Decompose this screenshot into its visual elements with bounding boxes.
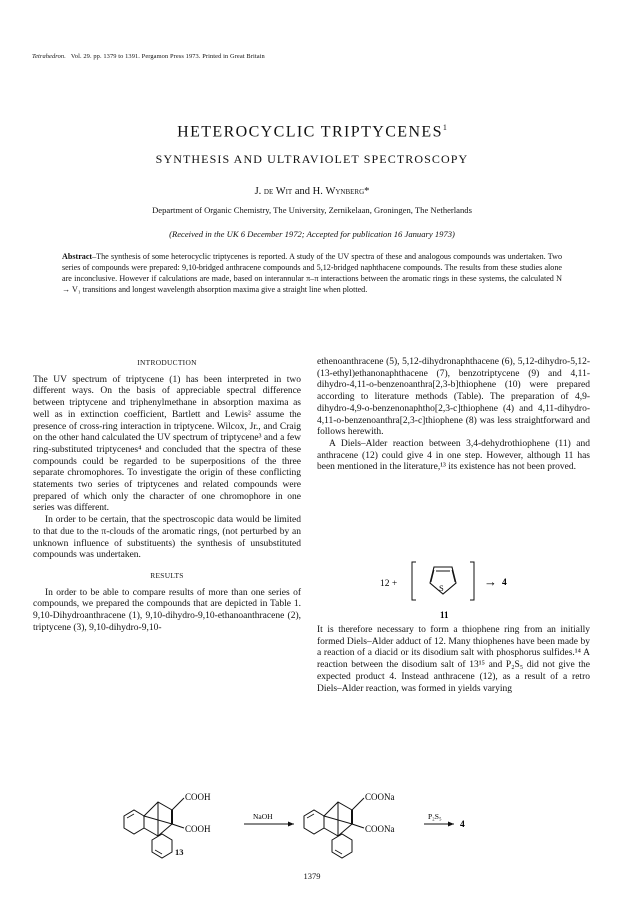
paper-subtitle: SYNTHESIS AND ULTRAVIOLET SPECTROSCOPY [155,152,469,166]
compound-13-group-bottom: COOH [185,824,211,834]
right-paragraph-2: A Diels–Alder reaction between 3,4-dehydrothiophene (11) and anthracene (12) could give 4 in one step. However, although 11 has been mentioned in the literature,¹³ its existence has not been proved. [317,438,590,473]
journal-info: Vol. 29. pp. 1379 to 1391. Pergamon Press 1973. Printed in Great Britain [70,53,265,60]
author1-initial: J. [254,186,264,197]
scheme1-right-bracket [470,562,474,600]
author1-surname: de Wit [263,186,293,197]
salt-group-bottom: COONa [365,824,395,834]
reagent-naoh: NaOH [253,812,273,821]
intro-paragraph-1: The UV spectrum of triptycene (1) has been interpreted in two different ways. On the basis of appreciable spectral difference between triptycene and triphenylmethane in absorption maxima as well as in extinction coefficient, Bartlett and Lewis² assume the presence of cross-ring interaction in triptycene. Wilcox, Jr., and Craig on the other hand calculated the UV spectrum of triptycene³ and a few ring-substituted triptycenes⁴ and concluded that the spectra of these compounds could be regarded to be superpositions of the three separate chromophores. To investigate the origin of these conflicting statements two series of triptycenes and related compounds were prepared of which only the character of one chromophore in one series was different. [33,374,301,514]
author2-surname: Wynberg* [325,186,370,197]
authors [0,186,624,197]
right-column-bottom [317,625,590,695]
paper-title-text: HETEROCYCLIC TRIPTYCENES [177,123,443,141]
right-paragraph-3: It is therefore necessary to form a thiophene ring from an initially formed Diels–Alder adduct of 12. Many thiophenes have been made by a reaction of a diacid or its disodium salt with phosphorus sulfides.¹⁴ A reaction between the disodium salt of 13¹⁵ and P₂S₅ did not give the expected product 4. Instead anthracene (12), as a result of a retro Diels–Alder reaction, was formed in yields varying [317,625,590,694]
scheme1-arrow: → [484,574,497,589]
scheme2-product: 4 [460,820,465,830]
scheme1-reactant: 12 + [380,579,398,589]
paper-title [0,123,624,141]
reaction-scheme-1 [376,548,526,628]
abstract [62,251,562,295]
reaction-arrow-1-head [288,822,294,827]
reagent-p2s5: P₂S₅ [428,812,442,821]
thiophene-sulfur-atom: S [439,583,444,593]
journal-header [32,53,265,60]
affiliation: Department of Organic Chemistry, The University, Zernikelaan, Groningen, The Netherlands [152,205,472,215]
author-connector: and H. [292,186,326,197]
disodium-salt-structure [304,798,364,858]
page-number: 1379 [303,871,321,881]
abstract-label: Abstract [62,252,93,261]
section-heading-results: RESULTS [150,570,184,580]
compound-label-11: 11 [440,610,449,620]
right-column-top [317,357,590,474]
left-column [33,357,301,634]
reaction-arrow-2-head [448,822,454,827]
salt-group-top: COONa [365,792,395,802]
thiophyne-structure [430,567,456,594]
abstract-text: –The synthesis of some heterocyclic triptycenes is reported. A study of the UV spectra of these and analogous compounds was undertaken. Two series of compounds were prepared: 9,10-bridged anthracene compounds and 5,12-bridged naphthacene compounds. The results from these studies alone are inconclusive. However if calculations are made, based on interannular π–π interactions between the aromatic rings in these systems, the calculated N → V₁ transitions and longest wavelength absorption maxima give a straight line when plotted. [62,252,562,294]
results-paragraph-1: In order to be able to compare results of more than one series of compounds, we prepared the compounds that are depicted in Table 1. 9,10-Dihydroanthracene (1), 9,10-dihydro-9,10-ethanoanthracene (2), triptycene (3), 9,10-dihydro-9,10- [33,587,301,633]
compound-label-13: 13 [175,847,184,857]
scheme1-left-bracket [412,562,416,600]
section-heading-introduction: INTRODUCTION [137,358,197,367]
title-footnote-mark: 1 [442,123,447,132]
reaction-scheme-2 [112,786,512,866]
compound-13-group-top: COOH [185,792,211,802]
right-paragraph-1: ethenoanthracene (5), 5,12-dihydronaphthacene (6), 5,12-dihydro-5,12-(13-ethyl)ethanonaphthacene (7), benzotriptycene (9) and 4,11-dihydro-4,11-o-benzenoanthra[2,3-b]thiophene (10) were prepared according to literature methods (Table). The preparation of 4,9-dihydro-4,9-o-benzenonaphtho[2,3-c]thiophene (4) and 4,11-dihydro-4,11-o-benzenoanthra[2,3-c]thiophene (8) was less straightforward and follows herewith. [317,357,590,438]
scheme1-product: 4 [502,578,507,588]
received-dates: (Received in the UK 6 December 1972; Accepted for publication 16 January 1973) [169,229,455,239]
journal-name: Tetrahedron. [32,53,66,60]
intro-paragraph-2: In order to be certain, that the spectroscopic data would be limited to that due to the π-clouds of the aromatic rings, (not perturbed by an unknown influence of substituents) the synthesis of unsubstituted compounds was undertaken. [33,515,301,561]
